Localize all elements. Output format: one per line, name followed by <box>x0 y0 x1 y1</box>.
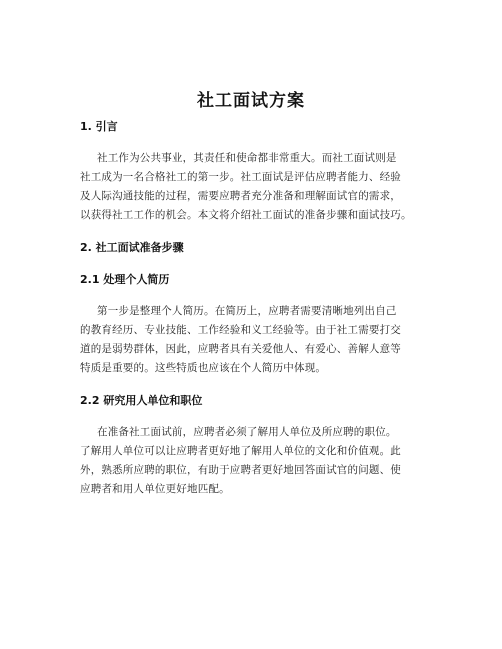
section-heading-intro: 1. 引言 <box>80 120 118 133</box>
section-heading-prep-steps: 2. 社工面试准备步骤 <box>80 241 184 254</box>
paragraph-line: 及人际沟通技能的过程，需要应聘者充分准备和理解面试官的需求， <box>80 190 401 202</box>
paragraph-line: 社工作为公共事业，其责任和使命都非常重大。而社工面试则是 <box>97 152 397 164</box>
paragraph-line: 应聘者和用人单位更好地匹配。 <box>80 483 230 495</box>
subsection-heading-employer: 2.2 研究用人单位和职位 <box>80 394 203 407</box>
subsection-heading-resume: 2.1 处理个人简历 <box>80 273 170 286</box>
paragraph-line: 社工成为一名合格社工的第一步。社工面试是评估应聘者能力、经验 <box>80 171 401 183</box>
paragraph-line: 的教育经历、专业技能、工作经验和义工经验等。由于社工需要打交 <box>80 324 401 336</box>
paragraph-line: 特质是重要的。这些特质也应该在个人简历中体现。 <box>80 362 327 374</box>
paragraph-line: 在准备社工面试前，应聘者必须了解用人单位及所应聘的职位。 <box>97 426 397 438</box>
paragraph-line: 以获得社工工作的机会。本文将介绍社工面试的准备步骤和面试技巧。 <box>80 209 412 221</box>
paragraph-line: 第一步是整理个人简历。在简历上，应聘者需要清晰地列出自己 <box>97 305 397 317</box>
paragraph-line: 道的是弱势群体，因此，应聘者具有关爱他人、有爱心、善解人意等 <box>80 343 401 355</box>
paragraph-line: 了解用人单位可以让应聘者更好地了解用人单位的文化和价值观。此 <box>80 445 401 457</box>
document-title: 社工面试方案 <box>197 91 305 111</box>
paragraph-line: 外，熟悉所应聘的职位，有助于应聘者更好地回答面试官的问题、使 <box>80 464 401 476</box>
